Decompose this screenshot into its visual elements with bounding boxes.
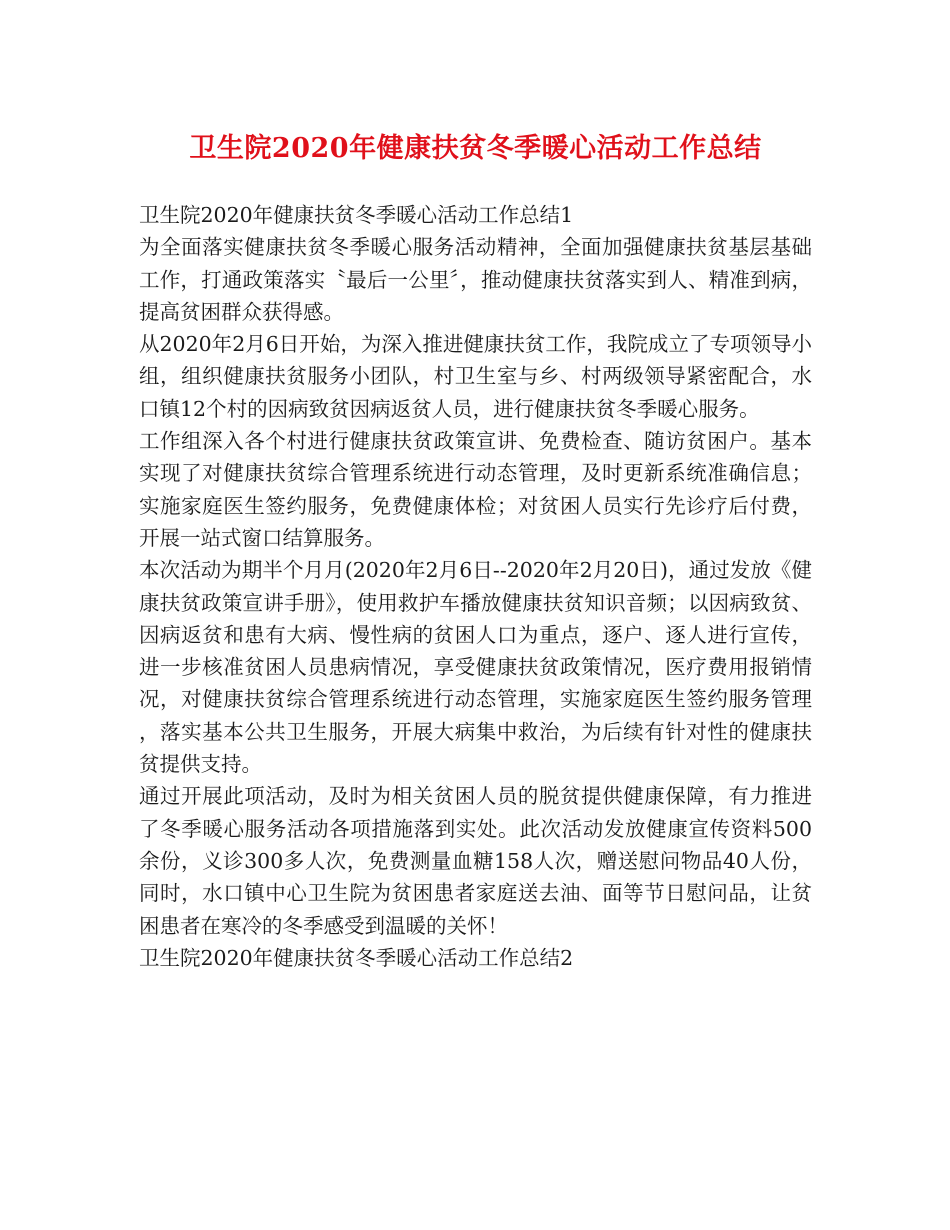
section-heading-1: 卫生院2020年健康扶贫冬季暖心活动工作总结1	[139, 203, 574, 227]
paragraph-organization: 从2020年2月6日开始，为深入推进健康扶贫工作，我院成立了专项领导小组，组织健康扶贫服务小团队，村卫生室与乡、村两级领导紧密配合，水口镇12个村的因病致贫因病返贫人员，进行健康扶贫冬季暖心服务。	[139, 332, 812, 421]
paragraph-results: 通过开展此项活动，及时为相关贫困人员的脱贫提供健康保障，有力推进了冬季暖心服务活动各项措施落到实处。此次活动发放健康宣传资料500余份，义诊300多人次，免费测量血糖158人次，赠送慰问物品40人份，同时，水口镇中心卫生院为贫困患者家庭送去油、面等节日慰问品，让贫困患者在寒冷的冬季感受到温暖的关怀！	[139, 784, 812, 938]
document-body	[139, 199, 812, 974]
paragraph-intro: 为全面落实健康扶贫冬季暖心服务活动精神，全面加强健康扶贫基层基础工作，打通政策落实〝最后一公里〞，推动健康扶贫落实到人、精准到病，提高贫困群众获得感。	[139, 235, 812, 324]
paragraph-activity-period: 本次活动为期半个月月(2020年2月6日--2020年2月20日)，通过发放《健康扶贫政策宣讲手册》，使用救护车播放健康扶贫知识音频；以因病致贫、因病返贫和患有大病、慢性病的贫困人口为重点，逐户、逐人进行宣传，进一步核准贫困人员患病情况，享受健康扶贫政策情况，医疗费用报销情况，对健康扶贫综合管理系统进行动态管理，实施家庭医生签约服务管理 ，落实基本公共卫生服务，开展大病集中救治，为后续有针对性的健康扶贫提供支持。	[139, 558, 812, 777]
paragraph-work-content: 工作组深入各个村进行健康扶贫政策宣讲、免费检查、随访贫困户。基本实现了对健康扶贫综合管理系统进行动态管理，及时更新系统准确信息；实施家庭医生签约服务，免费健康体检；对贫困人员实行先诊疗后付费，开展一站式窗口结算服务。	[139, 429, 812, 550]
section-heading-2: 卫生院2020年健康扶贫冬季暖心活动工作总结2	[139, 945, 574, 970]
document-title: 卫生院2020年健康扶贫冬季暖心活动工作总结	[189, 133, 762, 164]
